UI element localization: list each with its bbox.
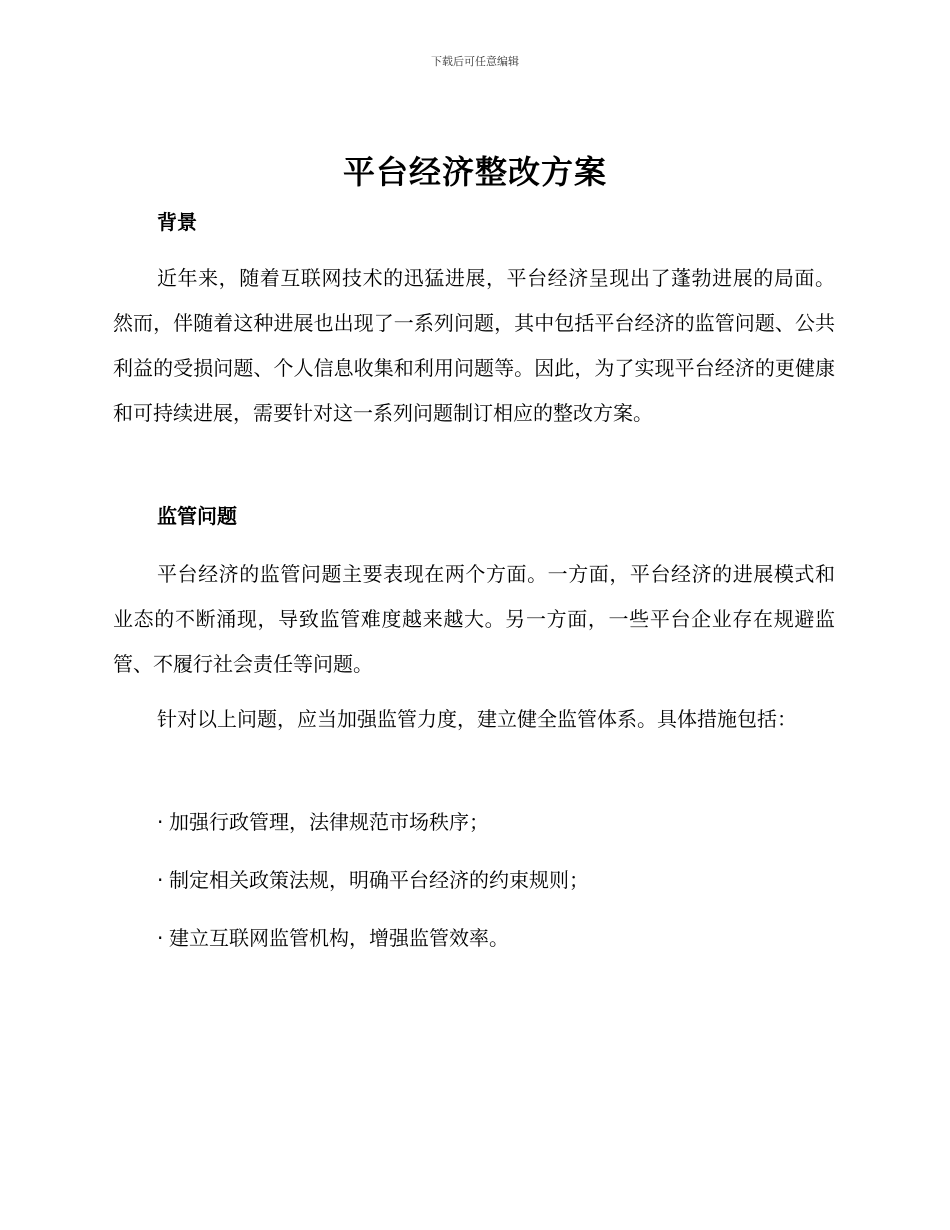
regulation-paragraph-2: 针对以上问题，应当加强监管力度，建立健全监管体系。具体措施包括： bbox=[157, 707, 797, 731]
measure-text: 制定相关政策法规，明确平台经济的约束规则； bbox=[169, 868, 589, 892]
regulation-paragraph-1: 平台经济的监管问题主要表现在两个方面。一方面，平台经济的进展模式和业态的不断涌现，导致监管难度越来越大。另一方面，一些平台企业存在规避监管、不履行社会责任等问题。 bbox=[113, 562, 835, 676]
page-header: 下载后可任意编辑 bbox=[431, 55, 519, 68]
section-heading-regulation: 监管问题 bbox=[157, 504, 237, 528]
measure-list-item bbox=[157, 866, 589, 894]
measure-text: 加强行政管理，法律规范市场秩序； bbox=[169, 810, 489, 834]
measure-text: 建立互联网监管机构，增强监管效率。 bbox=[169, 926, 509, 950]
measure-list-item bbox=[157, 924, 509, 952]
measure-list-item bbox=[157, 808, 489, 836]
bullet-icon: · bbox=[157, 868, 164, 892]
section-heading-background: 背景 bbox=[157, 210, 197, 234]
document-title: 平台经济整改方案 bbox=[342, 153, 607, 191]
bullet-icon: · bbox=[157, 926, 164, 950]
bullet-icon: · bbox=[157, 810, 164, 834]
background-paragraph: 近年来，随着互联网技术的迅猛进展，平台经济呈现出了蓬勃进展的局面。然而，伴随着这种进展也出现了一系列问题，其中包括平台经济的监管问题、公共利益的受损问题、个人信息收集和利用问题等。因此，为了实现平台经济的更健康和可持续进展，需要针对这一系列问题制订相应的整改方案。 bbox=[113, 266, 835, 425]
